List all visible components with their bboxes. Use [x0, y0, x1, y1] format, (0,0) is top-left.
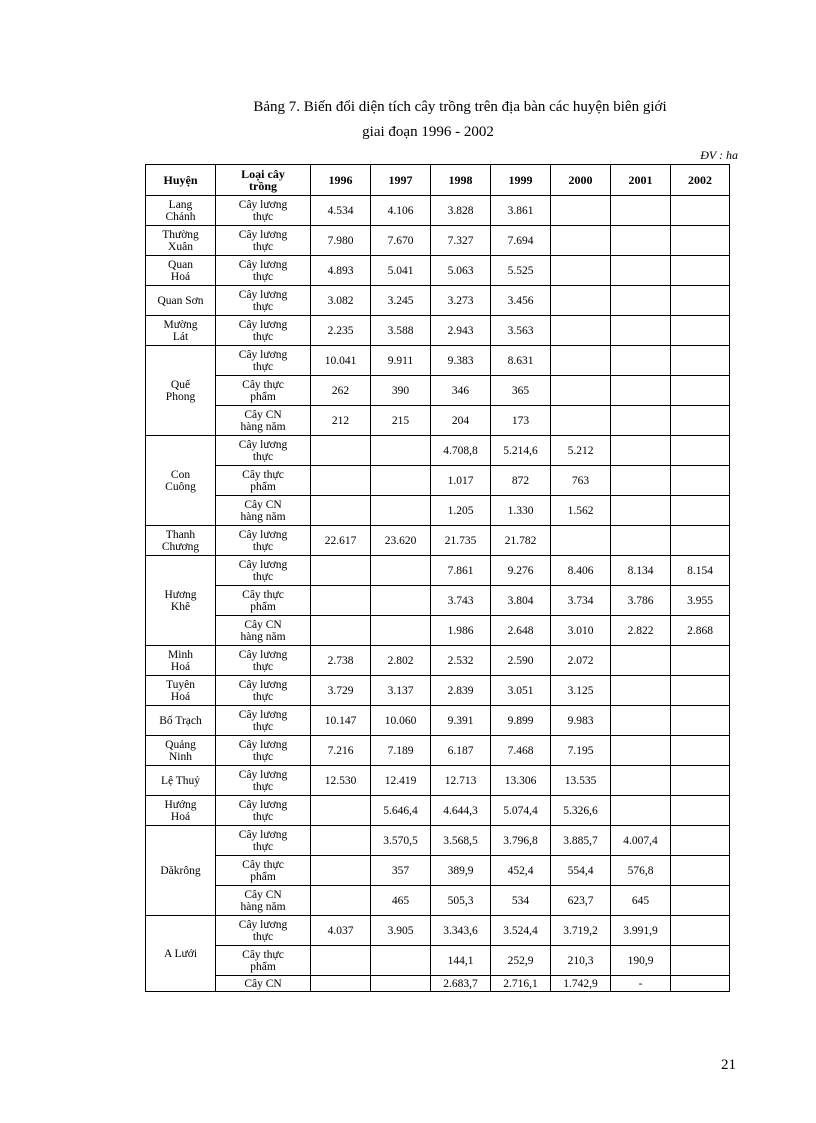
crop-type-cell: Cây CN hàng năm [216, 616, 311, 646]
value-cell: 5.041 [371, 256, 431, 286]
value-cell: 173 [491, 406, 551, 436]
district-cell: Mường Lát [146, 316, 216, 346]
value-cell [311, 886, 371, 916]
crop-type-cell: Cây lương thực [216, 346, 311, 376]
value-cell [551, 346, 611, 376]
crop-type-cell: Cây thực phẩm [216, 946, 311, 976]
value-cell [611, 796, 671, 826]
value-cell: 144,1 [431, 946, 491, 976]
value-cell: 3.955 [671, 586, 730, 616]
value-cell: 5.525 [491, 256, 551, 286]
header-cell: 1997 [371, 165, 431, 196]
value-cell: 3.125 [551, 676, 611, 706]
value-cell [671, 766, 730, 796]
value-cell [611, 346, 671, 376]
value-cell [551, 196, 611, 226]
crop-type-cell: Cây thực phẩm [216, 466, 311, 496]
value-cell: 3.343,6 [431, 916, 491, 946]
table-row [146, 736, 730, 766]
value-cell: 13.306 [491, 766, 551, 796]
value-cell: 6.187 [431, 736, 491, 766]
value-cell [611, 646, 671, 676]
value-cell: 7.327 [431, 226, 491, 256]
value-cell: 9.383 [431, 346, 491, 376]
value-cell: 21.735 [431, 526, 491, 556]
value-cell: 4.893 [311, 256, 371, 286]
table-row [146, 466, 730, 496]
value-cell [671, 466, 730, 496]
value-cell: 534 [491, 886, 551, 916]
value-cell: 3.991,9 [611, 916, 671, 946]
value-cell: 4.644,3 [431, 796, 491, 826]
value-cell: 3.051 [491, 676, 551, 706]
table-row [146, 286, 730, 316]
value-cell: 9.983 [551, 706, 611, 736]
value-cell: 554,4 [551, 856, 611, 886]
header-cell: 2002 [671, 165, 730, 196]
table-row [146, 976, 730, 992]
value-cell: 8.154 [671, 556, 730, 586]
value-cell [611, 496, 671, 526]
table-row [146, 796, 730, 826]
value-cell: 2.590 [491, 646, 551, 676]
crop-type-cell: Cây lương thực [216, 826, 311, 856]
crop-type-cell: Cây CN hàng năm [216, 406, 311, 436]
value-cell [671, 316, 730, 346]
value-cell [551, 406, 611, 436]
value-cell: 2.839 [431, 676, 491, 706]
value-cell: 8.631 [491, 346, 551, 376]
value-cell [671, 946, 730, 976]
value-cell [311, 946, 371, 976]
value-cell: 5.214,6 [491, 436, 551, 466]
table-row [146, 556, 730, 586]
crop-type-cell: Cây CN hàng năm [216, 496, 311, 526]
value-cell [611, 316, 671, 346]
value-cell: 357 [371, 856, 431, 886]
value-cell: 3.729 [311, 676, 371, 706]
value-cell: 645 [611, 886, 671, 916]
value-cell: 3.137 [371, 676, 431, 706]
value-cell [671, 496, 730, 526]
value-cell: 7.468 [491, 736, 551, 766]
value-cell [311, 466, 371, 496]
value-cell: 3.804 [491, 586, 551, 616]
value-cell: 7.694 [491, 226, 551, 256]
district-cell: Hương Khê [146, 556, 216, 646]
table-title: Bảng 7. Biến đổi diện tích cây trồng trên địa bàn các huyện biên giới [253, 99, 667, 115]
value-cell: 10.041 [311, 346, 371, 376]
table-row [146, 706, 730, 736]
value-cell [551, 256, 611, 286]
value-cell: 2.738 [311, 646, 371, 676]
value-cell [311, 976, 371, 992]
value-cell [551, 286, 611, 316]
crop-type-cell: Cây CN hàng năm [216, 886, 311, 916]
page-number: 21 [721, 1057, 736, 1073]
value-cell: 210,3 [551, 946, 611, 976]
value-cell: 7.670 [371, 226, 431, 256]
district-cell: Lệ Thuỷ [146, 766, 216, 796]
value-cell [371, 556, 431, 586]
value-cell: 623,7 [551, 886, 611, 916]
district-cell: Minh Hoá [146, 646, 216, 676]
value-cell: 7.195 [551, 736, 611, 766]
crop-type-cell: Cây lương thực [216, 796, 311, 826]
value-cell [671, 886, 730, 916]
header-cell: Loại cây trồng [216, 165, 311, 196]
value-cell: 12.419 [371, 766, 431, 796]
value-cell: 5.074,4 [491, 796, 551, 826]
value-cell [671, 826, 730, 856]
value-cell: 3.010 [551, 616, 611, 646]
crop-type-cell: Cây lương thực [216, 286, 311, 316]
crop-type-cell: Cây thực phẩm [216, 856, 311, 886]
value-cell: 2.822 [611, 616, 671, 646]
value-cell: 3.273 [431, 286, 491, 316]
value-cell: 3.743 [431, 586, 491, 616]
value-cell [371, 586, 431, 616]
header-cell: Huyện [146, 165, 216, 196]
value-cell: 505,3 [431, 886, 491, 916]
header-cell: 1998 [431, 165, 491, 196]
value-cell [671, 256, 730, 286]
value-cell: 262 [311, 376, 371, 406]
crop-type-cell: Cây lương thực [216, 676, 311, 706]
value-cell: 389,9 [431, 856, 491, 886]
value-cell [671, 676, 730, 706]
value-cell: 10.147 [311, 706, 371, 736]
crop-type-cell: Cây lương thực [216, 556, 311, 586]
value-cell: 13.535 [551, 766, 611, 796]
table-row [146, 406, 730, 436]
value-cell [611, 526, 671, 556]
value-cell: 5.063 [431, 256, 491, 286]
value-cell: 7.189 [371, 736, 431, 766]
value-cell: 204 [431, 406, 491, 436]
value-cell: 5.646,4 [371, 796, 431, 826]
value-cell: 8.134 [611, 556, 671, 586]
value-cell: 5.212 [551, 436, 611, 466]
district-cell: Thường Xuân [146, 226, 216, 256]
value-cell: 1.562 [551, 496, 611, 526]
value-cell: 2.235 [311, 316, 371, 346]
district-cell: Quảng Ninh [146, 736, 216, 766]
value-cell: 10.060 [371, 706, 431, 736]
value-cell [671, 736, 730, 766]
value-cell [671, 856, 730, 886]
value-cell: 12.713 [431, 766, 491, 796]
value-cell [671, 286, 730, 316]
crop-type-cell: Cây lương thực [216, 436, 311, 466]
table-row [146, 316, 730, 346]
crop-type-cell: Cây lương thực [216, 226, 311, 256]
value-cell: 4.106 [371, 196, 431, 226]
value-cell [371, 496, 431, 526]
value-cell [671, 226, 730, 256]
table-row [146, 226, 730, 256]
value-cell: 872 [491, 466, 551, 496]
table-row [146, 496, 730, 526]
value-cell: 3.861 [491, 196, 551, 226]
value-cell: 2.648 [491, 616, 551, 646]
value-cell [671, 406, 730, 436]
header-cell: 2000 [551, 165, 611, 196]
value-cell [311, 826, 371, 856]
value-cell: 22.617 [311, 526, 371, 556]
value-cell: 2.532 [431, 646, 491, 676]
value-cell: 3.734 [551, 586, 611, 616]
district-cell: Bố Trạch [146, 706, 216, 736]
value-cell [551, 526, 611, 556]
value-cell: 215 [371, 406, 431, 436]
value-cell [611, 676, 671, 706]
table-row [146, 346, 730, 376]
table-body [146, 196, 730, 992]
district-cell: Lang Chánh [146, 196, 216, 226]
crop-type-cell: Cây lương thực [216, 526, 311, 556]
crop-type-cell: Cây lương thực [216, 766, 311, 796]
crop-type-cell: Cây lương thực [216, 256, 311, 286]
table-row [146, 916, 730, 946]
value-cell [671, 376, 730, 406]
value-cell: 9.899 [491, 706, 551, 736]
header-row [146, 165, 730, 196]
value-cell: 212 [311, 406, 371, 436]
value-cell: 4.708,8 [431, 436, 491, 466]
value-cell [611, 286, 671, 316]
district-cell: Quế Phong [146, 346, 216, 436]
district-cell: Dăkrông [146, 826, 216, 916]
value-cell: 1.330 [491, 496, 551, 526]
value-cell: 452,4 [491, 856, 551, 886]
value-cell: 7.980 [311, 226, 371, 256]
crop-type-cell: Cây thực phẩm [216, 586, 311, 616]
value-cell: 5.326,6 [551, 796, 611, 826]
district-cell: A Lưới [146, 916, 216, 992]
value-cell: 1.986 [431, 616, 491, 646]
value-cell [611, 256, 671, 286]
district-cell: Tuyên Hoá [146, 676, 216, 706]
value-cell [671, 526, 730, 556]
crop-area-table [145, 164, 730, 992]
table-row [146, 376, 730, 406]
value-cell: 252,9 [491, 946, 551, 976]
unit-label: ĐV : ha [700, 148, 738, 162]
header-cell: 1996 [311, 165, 371, 196]
header-cell: 2001 [611, 165, 671, 196]
table-row [146, 436, 730, 466]
value-cell [671, 436, 730, 466]
value-cell [671, 346, 730, 376]
value-cell: 3.524,4 [491, 916, 551, 946]
value-cell [611, 736, 671, 766]
value-cell [611, 196, 671, 226]
value-cell: 3.245 [371, 286, 431, 316]
crop-type-cell: Cây CN [216, 976, 311, 992]
value-cell: 2.802 [371, 646, 431, 676]
table-row [146, 766, 730, 796]
district-cell: Hướng Hoá [146, 796, 216, 826]
value-cell: 7.861 [431, 556, 491, 586]
table-row [146, 826, 730, 856]
value-cell: 3.563 [491, 316, 551, 346]
crop-type-cell: Cây lương thực [216, 646, 311, 676]
value-cell [671, 916, 730, 946]
value-cell [551, 376, 611, 406]
value-cell [311, 616, 371, 646]
value-cell: 1.205 [431, 496, 491, 526]
crop-type-cell: Cây lương thực [216, 706, 311, 736]
value-cell: 4.007,4 [611, 826, 671, 856]
value-cell [611, 226, 671, 256]
value-cell: 12.530 [311, 766, 371, 796]
value-cell: 3.570,5 [371, 826, 431, 856]
value-cell: 8.406 [551, 556, 611, 586]
value-cell: 3.905 [371, 916, 431, 946]
value-cell: 3.588 [371, 316, 431, 346]
value-cell: - [611, 976, 671, 992]
value-cell [371, 976, 431, 992]
value-cell [551, 316, 611, 346]
value-cell: 3.082 [311, 286, 371, 316]
value-cell: 3.885,7 [551, 826, 611, 856]
value-cell [311, 436, 371, 466]
value-cell [371, 436, 431, 466]
value-cell: 9.391 [431, 706, 491, 736]
value-cell [371, 946, 431, 976]
value-cell: 3.786 [611, 586, 671, 616]
crop-type-cell: Cây lương thực [216, 316, 311, 346]
value-cell: 7.216 [311, 736, 371, 766]
table-subtitle: giai đoạn 1996 - 2002 [362, 124, 494, 140]
value-cell: 4.037 [311, 916, 371, 946]
value-cell: 23.620 [371, 526, 431, 556]
value-cell: 2.072 [551, 646, 611, 676]
value-cell [611, 706, 671, 736]
table-row [146, 526, 730, 556]
value-cell [311, 496, 371, 526]
value-cell: 21.782 [491, 526, 551, 556]
value-cell: 1.017 [431, 466, 491, 496]
value-cell [311, 856, 371, 886]
value-cell [551, 226, 611, 256]
district-cell: Thanh Chương [146, 526, 216, 556]
value-cell: 9.911 [371, 346, 431, 376]
value-cell [311, 586, 371, 616]
district-cell: Quan Hoá [146, 256, 216, 286]
value-cell: 2.943 [431, 316, 491, 346]
value-cell [371, 616, 431, 646]
value-cell: 465 [371, 886, 431, 916]
value-cell [671, 976, 730, 992]
value-cell: 2.683,7 [431, 976, 491, 992]
header-cell: 1999 [491, 165, 551, 196]
value-cell [671, 196, 730, 226]
value-cell: 365 [491, 376, 551, 406]
value-cell: 390 [371, 376, 431, 406]
district-cell: Con Cuông [146, 436, 216, 526]
value-cell [311, 796, 371, 826]
value-cell [611, 376, 671, 406]
district-cell: Quan Sơn [146, 286, 216, 316]
table-row [146, 256, 730, 286]
crop-type-cell: Cây lương thực [216, 916, 311, 946]
value-cell: 346 [431, 376, 491, 406]
value-cell: 3.568,5 [431, 826, 491, 856]
value-cell [671, 796, 730, 826]
value-cell [611, 466, 671, 496]
value-cell: 2.716,1 [491, 976, 551, 992]
value-cell: 1.742,9 [551, 976, 611, 992]
value-cell [371, 466, 431, 496]
crop-type-cell: Cây lương thực [216, 736, 311, 766]
value-cell [671, 646, 730, 676]
value-cell: 4.534 [311, 196, 371, 226]
value-cell [311, 556, 371, 586]
value-cell [611, 436, 671, 466]
crop-type-cell: Cây thực phẩm [216, 376, 311, 406]
table-row [146, 616, 730, 646]
table-row [146, 196, 730, 226]
table-row [146, 886, 730, 916]
value-cell [671, 706, 730, 736]
table-row [146, 586, 730, 616]
value-cell: 3.796,8 [491, 826, 551, 856]
value-cell: 3.719,2 [551, 916, 611, 946]
table-row [146, 676, 730, 706]
value-cell: 190,9 [611, 946, 671, 976]
table-row [146, 646, 730, 676]
value-cell: 3.828 [431, 196, 491, 226]
value-cell: 3.456 [491, 286, 551, 316]
value-cell [611, 406, 671, 436]
value-cell: 9.276 [491, 556, 551, 586]
value-cell: 2.868 [671, 616, 730, 646]
crop-type-cell: Cây lương thực [216, 196, 311, 226]
value-cell: 763 [551, 466, 611, 496]
table-row [146, 946, 730, 976]
table-row [146, 856, 730, 886]
value-cell: 576,8 [611, 856, 671, 886]
value-cell [611, 766, 671, 796]
